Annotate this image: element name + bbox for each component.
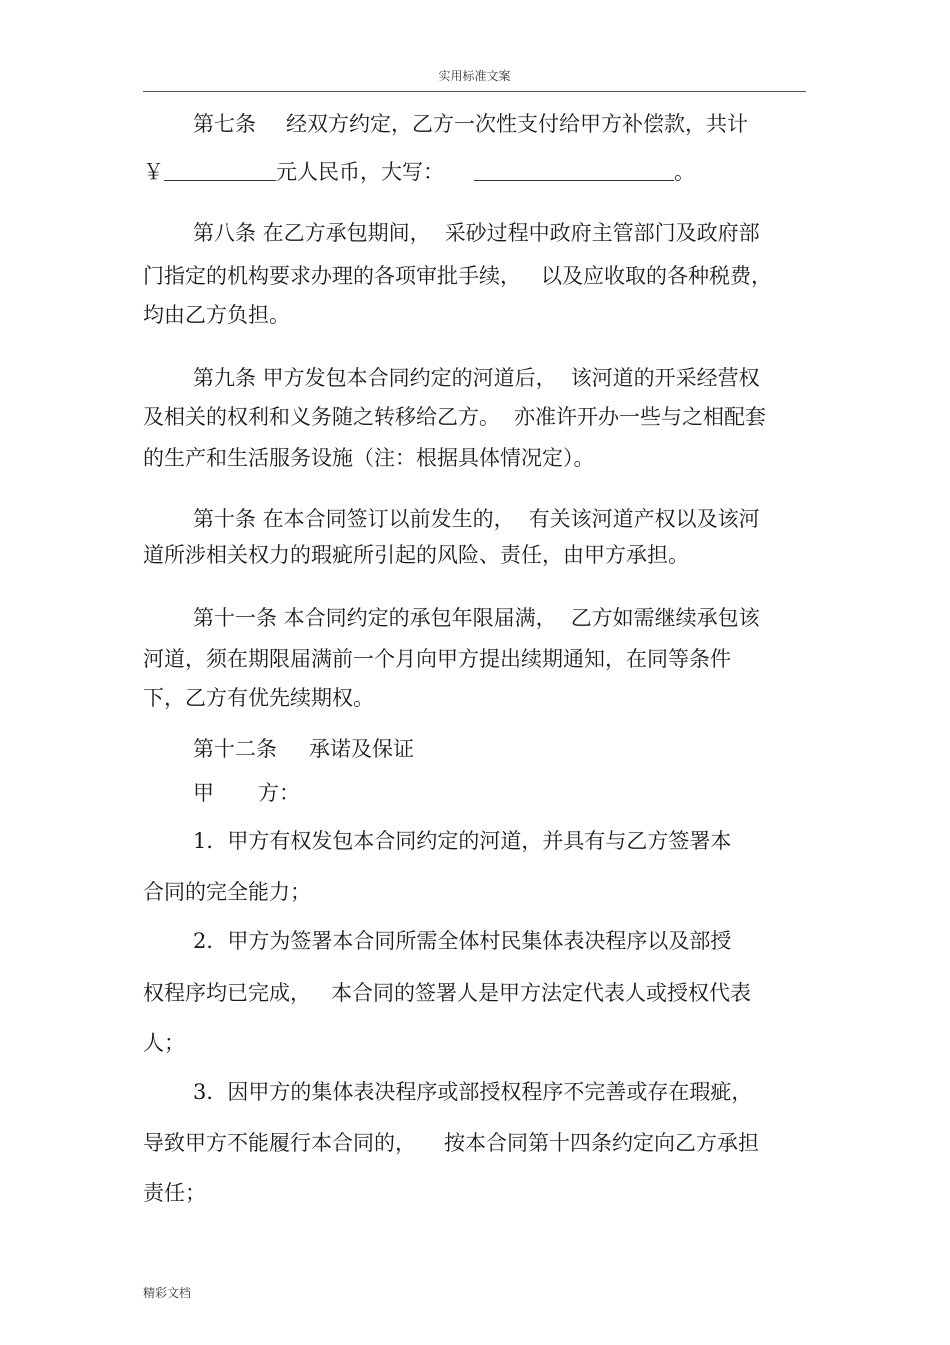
item2-line1: 2．甲方为签署本合同所需全体村民集体表决程序以及部授 bbox=[193, 929, 732, 953]
art9-line2 bbox=[143, 403, 766, 431]
item3-text-2b: 按本合同第十四条约定向乙方承担 bbox=[444, 1131, 759, 1155]
item1-line1: 1．甲方有权发包本合同约定的河道，并具有与乙方签署本 bbox=[193, 829, 732, 853]
item1-line2: 合同的完全能力； bbox=[143, 880, 311, 904]
art12-number: 第十二条 bbox=[193, 737, 277, 761]
art7-period: 。 bbox=[674, 160, 695, 184]
art8-text-1a: 第八条 在乙方承包期间， bbox=[193, 221, 431, 245]
art10-text-1a: 第十条 在本合同签订以前发生的， bbox=[193, 507, 515, 531]
amount-in-words-blank bbox=[474, 160, 674, 181]
art11-line2: 河道，须在期限届满前一个月向甲方提出续期通知，在同等条件 bbox=[143, 647, 731, 671]
item2-line2 bbox=[143, 979, 751, 1007]
page-footer: 精彩文档 bbox=[143, 1286, 192, 1300]
art9-text-2a: 及相关的权利和义务随之转移给乙方。 bbox=[143, 405, 500, 429]
art7-currency-label: 元人民币，大写： bbox=[276, 160, 444, 184]
art7-line2 bbox=[143, 158, 695, 186]
art8-text-1b: 采砂过程中政府主管部门及政府部 bbox=[444, 221, 760, 245]
art9-line3: 的生产和生活服务设施（注：根据具体情况定）。 bbox=[143, 446, 595, 470]
art10-line1 bbox=[193, 505, 760, 533]
art8-text-2a: 门指定的机构要求办理的各项审批手续， bbox=[143, 264, 521, 288]
item3-text-2a: 导致甲方不能履行本合同的， bbox=[143, 1131, 416, 1155]
party-a-heading bbox=[193, 779, 300, 807]
art8-text-2b: 以及应收取的各种税费， bbox=[541, 264, 772, 288]
page-header: 实用标准文案 bbox=[438, 69, 511, 83]
art11-line1 bbox=[193, 604, 760, 632]
art10-text-1b: 有关该河道产权以及该河 bbox=[528, 507, 760, 531]
art7-number: 第七条 bbox=[193, 112, 256, 136]
item3-line3: 责任； bbox=[143, 1181, 206, 1205]
art9-text-1b: 该河道的开采经营权 bbox=[570, 366, 760, 390]
party-a-char1: 甲 bbox=[193, 781, 214, 805]
item2-text-2b: 本合同的签署人是甲方法定代表人或授权代表 bbox=[331, 981, 751, 1005]
art11-text-1a: 第十一条 本合同约定的承包年限届满， bbox=[193, 606, 557, 630]
amount-blank bbox=[164, 160, 276, 181]
art12-line1 bbox=[193, 735, 414, 763]
header-rule bbox=[143, 91, 806, 92]
art9-text-2b: 亦准许开办一些与之相配套 bbox=[514, 405, 766, 429]
art9-line1 bbox=[193, 364, 760, 392]
party-a-char2: 方： bbox=[258, 781, 300, 805]
item2-text-2a: 权程序均已完成， bbox=[143, 981, 311, 1005]
art8-line1 bbox=[193, 219, 760, 247]
item3-line1: 3．因甲方的集体表决程序或部授权程序不完善或存在瑕疵， bbox=[193, 1080, 753, 1104]
yuan-sign: ￥ bbox=[143, 160, 164, 184]
art12-title: 承诺及保证 bbox=[309, 737, 414, 761]
art11-line3: 下，乙方有优先续期权。 bbox=[143, 686, 374, 710]
art8-line3: 均由乙方负担。 bbox=[143, 303, 290, 327]
item2-line3: 人； bbox=[143, 1031, 185, 1055]
art11-text-1b: 乙方如需继续承包该 bbox=[570, 606, 760, 630]
art10-line2: 道所涉相关权力的瑕疵所引起的风险、责任，由甲方承担。 bbox=[143, 543, 689, 567]
item3-line2 bbox=[143, 1129, 759, 1157]
art8-line2 bbox=[143, 262, 772, 290]
art7-line1 bbox=[193, 110, 748, 138]
art9-text-1a: 第九条 甲方发包本合同约定的河道后， bbox=[193, 366, 557, 390]
art7-text: 经双方约定，乙方一次性支付给甲方补偿款，共计 bbox=[286, 112, 748, 136]
